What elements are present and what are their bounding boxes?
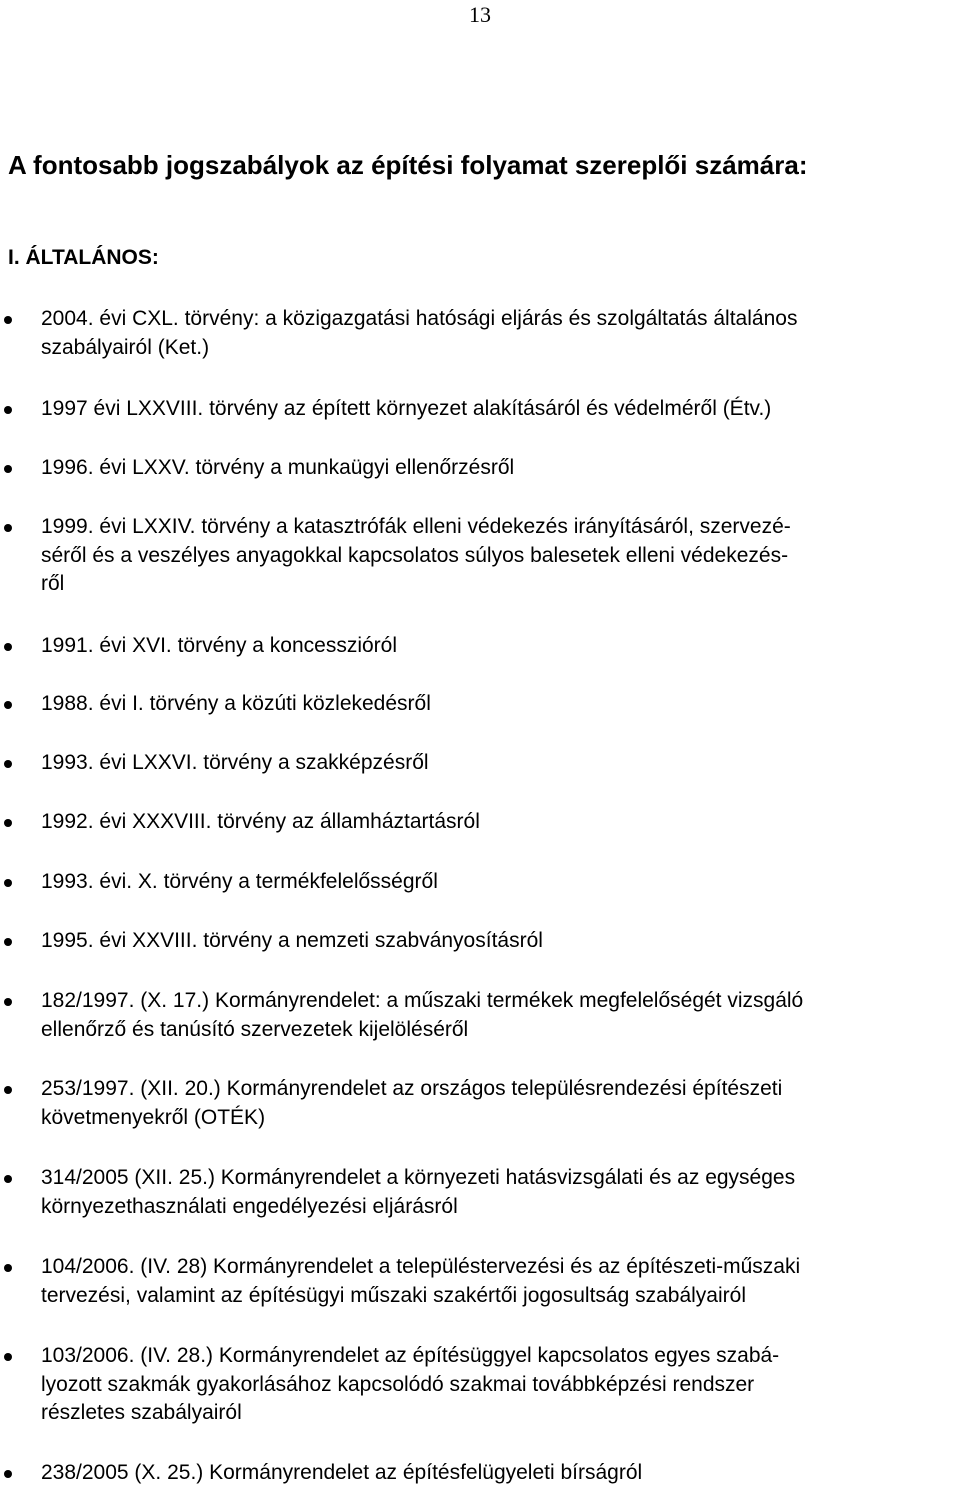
list-item-text: 2004. évi CXL. törvény: a közigazgatási hatósági eljárás és szolgáltatás általános szabályairól (Ket.)	[41, 307, 798, 359]
list-item-text: 314/2005 (XII. 25.) Kormányrendelet a környezeti hatásvizsgálati és az egységes környezethasználati engedélyezési eljárásról	[41, 1166, 796, 1218]
list-item-text: 253/1997. (XII. 20.) Kormányrendelet az országos településrendezési építészeti követmenyekről (OTÉK)	[41, 1077, 783, 1129]
list-item-text: 238/2005 (X. 25.) Kormányrendelet az építésfelügyeleti bírságról	[41, 1461, 643, 1484]
list-item-text: 104/2006. (IV. 28) Kormányrendelet a településtervezési és az építészeti-műszaki tervezési, valamint az építésügyi műszaki szakértői jogosultság szabályairól	[41, 1255, 801, 1307]
bullet-icon	[4, 465, 12, 473]
bullet-icon	[4, 406, 12, 414]
list-item-text: 1993. évi LXXVI. törvény a szakképzésről	[41, 751, 429, 774]
bullet-icon	[4, 1175, 12, 1183]
bullet-icon	[4, 938, 12, 946]
bullet-icon	[4, 316, 12, 324]
list-item-text: 182/1997. (X. 17.) Kormányrendelet: a műszaki termékek megfelelőségét vizsgáló ellenőrző és tanúsító szervezetek kijelöléséről	[41, 989, 804, 1041]
list-item-text: 1996. évi LXXV. törvény a munkaügyi ellenőrzésről	[41, 456, 515, 479]
bullet-icon	[4, 1470, 12, 1478]
list-item-text: 1988. évi I. törvény a közúti közlekedésről	[41, 692, 431, 715]
section-heading: I. ÁLTALÁNOS:	[8, 246, 159, 269]
bullet-icon	[4, 1353, 12, 1361]
list-item-text: 1992. évi XXXVIII. törvény az államháztartásról	[41, 810, 480, 833]
bullet-icon	[4, 1264, 12, 1272]
list-item-text: 103/2006. (IV. 28.) Kormányrendelet az építésüggyel kapcsolatos egyes szabá- lyozott szakmák gyakorlásához kapcsolódó szakmai továbbképzési rendszer részletes szabályairól	[41, 1344, 780, 1424]
list-item-text: 1997 évi LXXVIII. törvény az épített környezet alakításáról és védelméről (Étv.)	[41, 397, 772, 420]
bullet-icon	[4, 643, 12, 651]
bullet-icon	[4, 819, 12, 827]
bullet-icon	[4, 1086, 12, 1094]
list-item-text: 1995. évi XXVIII. törvény a nemzeti szabványosításról	[41, 929, 543, 952]
document-title: A fontosabb jogszabályok az építési folyamat szereplői számára:	[8, 150, 808, 180]
list-item-text: 1991. évi XVI. törvény a koncesszióról	[41, 634, 398, 657]
bullet-icon	[4, 879, 12, 887]
list-item-text: 1999. évi LXXIV. törvény a katasztrófák elleni védekezés irányításáról, szervezé- séről és a veszélyes anyagokkal kapcsolatos súlyos balesetek elleni védekezés- ről	[41, 515, 791, 595]
bullet-icon	[4, 760, 12, 768]
bullet-icon	[4, 998, 12, 1006]
bullet-icon	[4, 524, 12, 532]
page-number: 13	[469, 2, 491, 27]
list-item-text: 1993. évi. X. törvény a termékfelelősségről	[41, 870, 438, 893]
bullet-icon	[4, 701, 12, 709]
